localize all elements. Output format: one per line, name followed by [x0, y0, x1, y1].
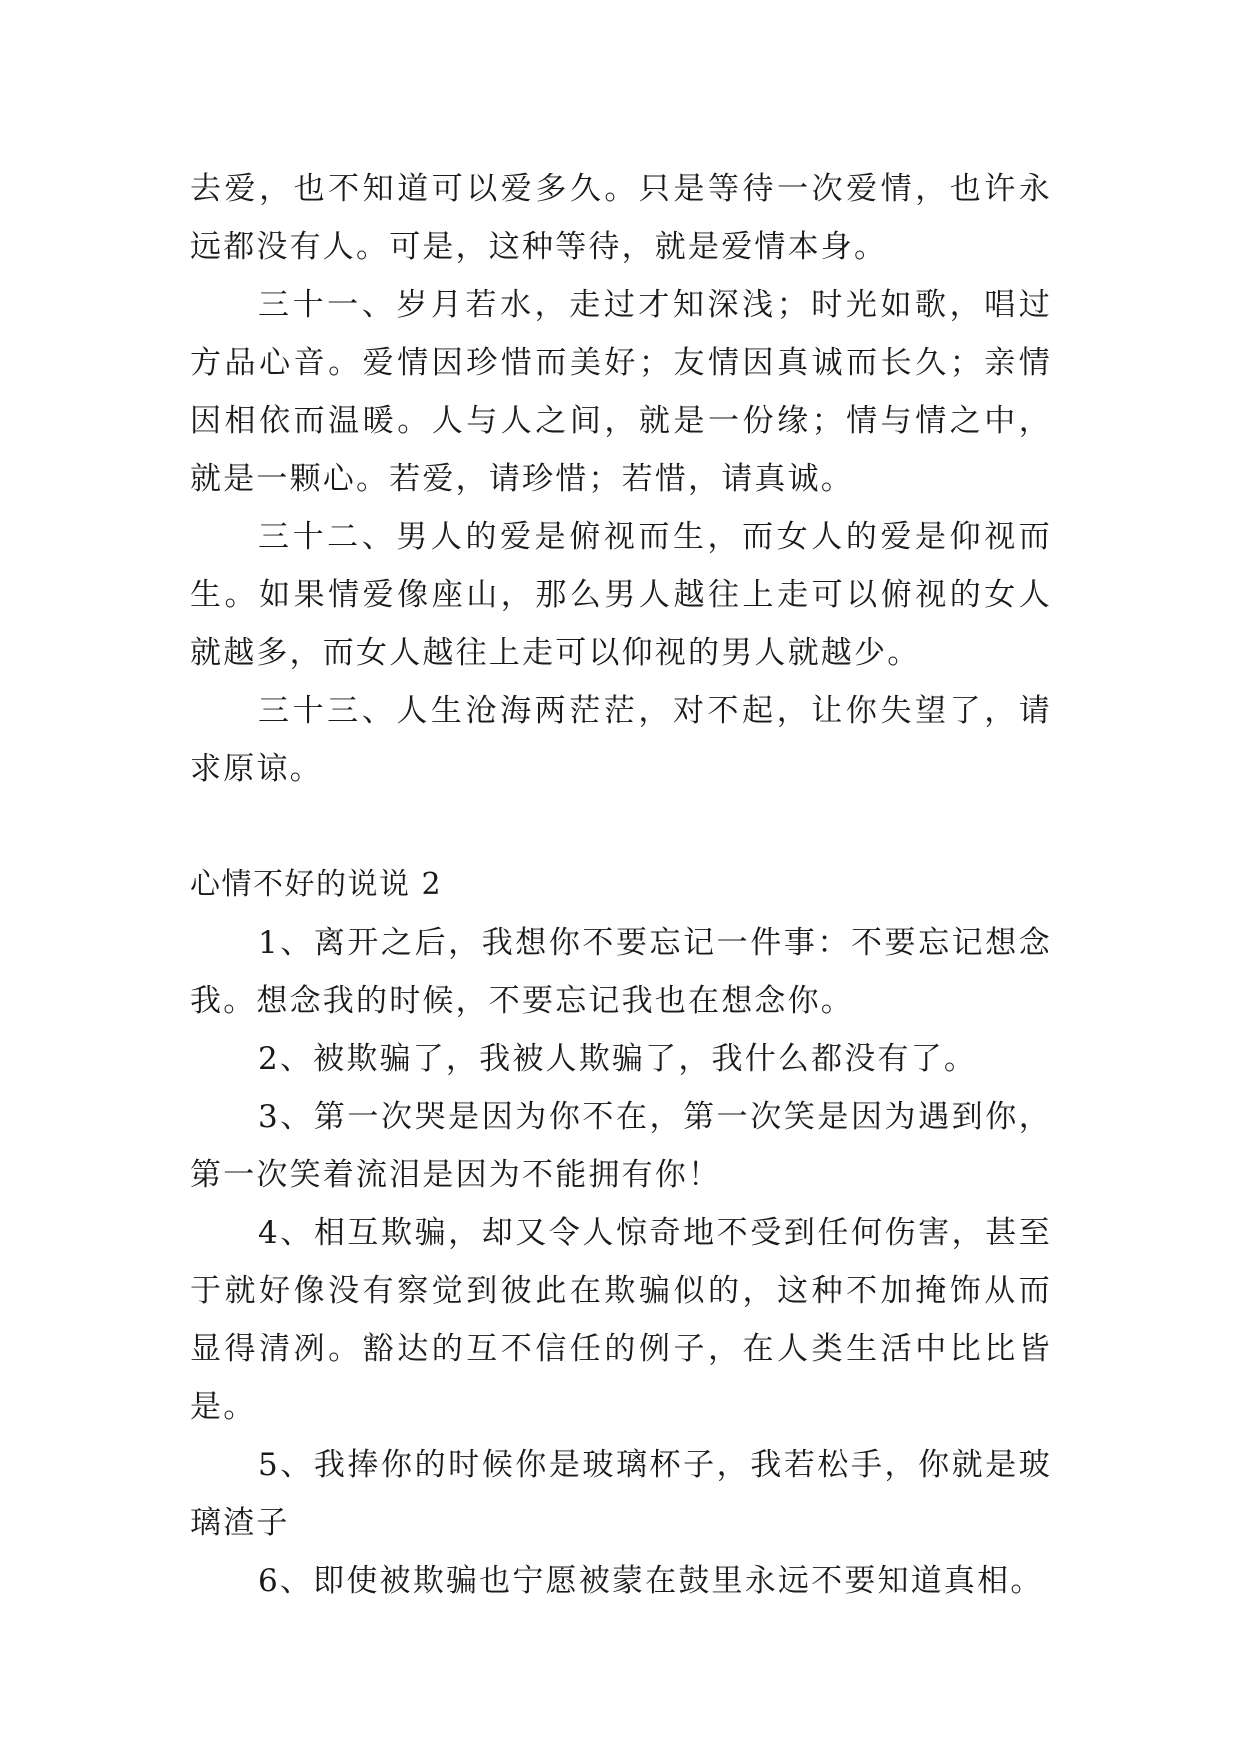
- document-body: [190, 160, 1052, 1610]
- list-item-5: 5、我捧你的时候你是玻璃杯子，我若松手，你就是玻璃渣子: [190, 1447, 1052, 1541]
- paragraph-33: 三十三、人生沧海两茫茫，对不起，让你失望了，请求原谅。: [190, 693, 1052, 787]
- list-item-4: 4、相互欺骗，却又令人惊奇地不受到任何伤害，甚至于就好像没有察觉到彼此在欺骗似的，这种不加掩饰从而显得清冽。豁达的互不信任的例子，在人类生活中比比皆是。: [190, 1215, 1052, 1425]
- paragraph-31: 三十一、岁月若水，走过才知深浅；时光如歌，唱过方品心音。爱情因珍惜而美好；友情因真诚而长久；亲情因相依而温暖。人与人之间，就是一份缘；情与情之中，就是一颗心。若爱，请珍惜；若惜，请真诚。: [190, 287, 1052, 497]
- list-item-6: 6、即使被欺骗也宁愿被蒙在鼓里永远不要知道真相。: [258, 1563, 1044, 1599]
- paragraph-32: 三十二、男人的爱是俯视而生，而女人的爱是仰视而生。如果情爱像座山，那么男人越往上走可以俯视的女人就越多，而女人越往上走可以仰视的男人就越少。: [190, 519, 1052, 671]
- list-item-1: 1、离开之后，我想你不要忘记一件事：不要忘记想念我。想念我的时候，不要忘记我也在想念你。: [190, 925, 1052, 1019]
- section-spacer: [190, 798, 1052, 856]
- section-heading: 心情不好的说说 2: [190, 867, 443, 902]
- paragraph-continuation: 去爱，也不知道可以爱多久。只是等待一次爱情，也许永远都没有人。可是，这种等待，就是爱情本身。: [190, 171, 1052, 265]
- list-item-2: 2、被欺骗了，我被人欺骗了，我什么都没有了。: [258, 1041, 978, 1077]
- list-item-3: 3、第一次哭是因为你不在，第一次笑是因为遇到你，第一次笑着流泪是因为不能拥有你！: [190, 1099, 1052, 1193]
